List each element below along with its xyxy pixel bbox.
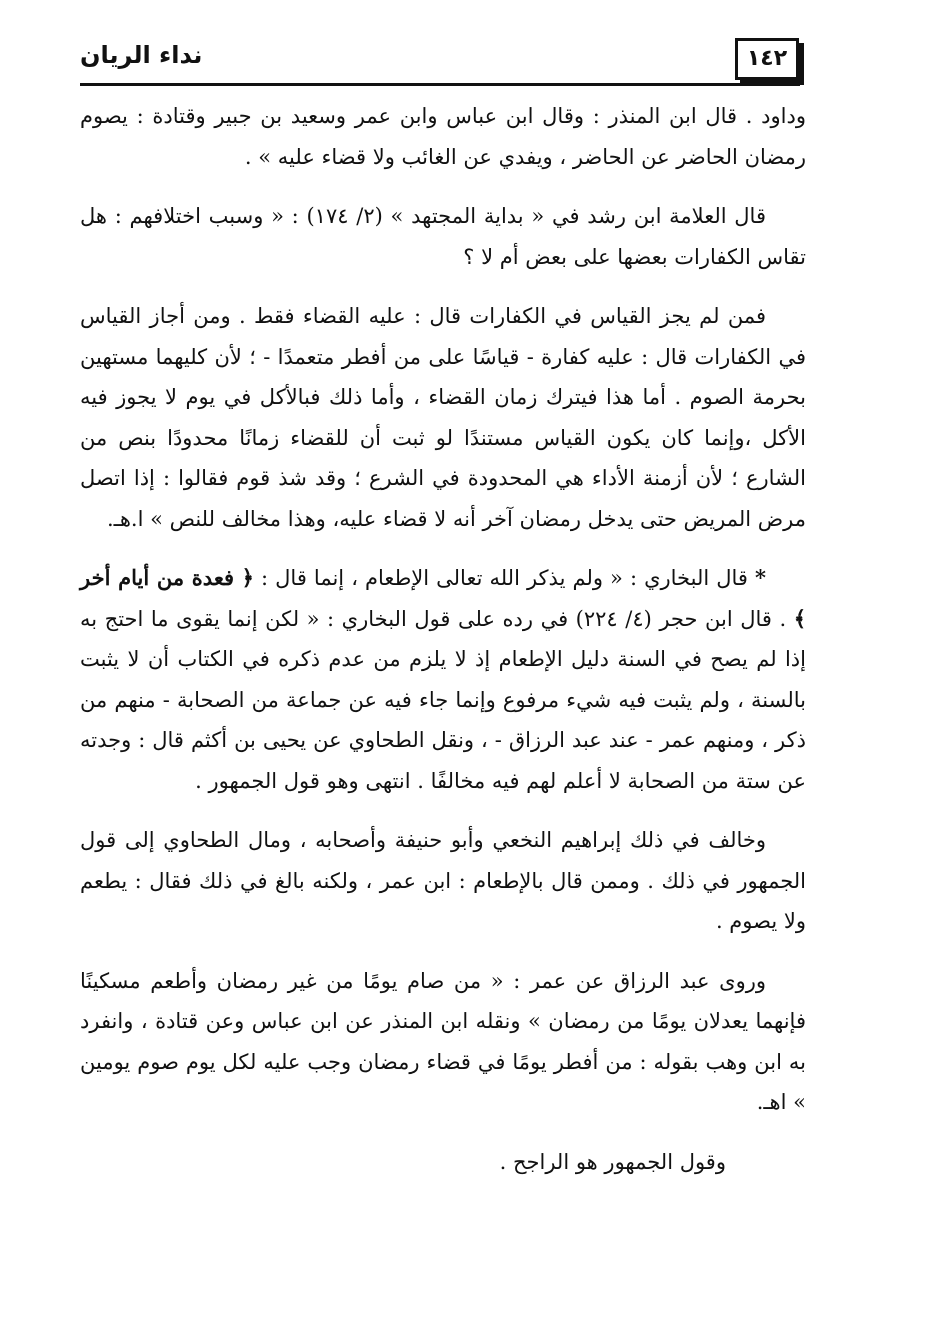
paragraph-6: وروى عبد الرزاق عن عمر : « من صام يومًا من غير رمضان وأطعم مسكينًا فإنهما يعدلان يومًا من رمضان » ونقله ابن المنذر عن ابن عباس وعن قتادة ، وانفرد به ابن وهب بقوله : من أفطر يومًا في قضاء رمضان وجب عليه لكل يوم صوم يومين » اهـ. [80, 968, 806, 1114]
paragraph-3: فمن لم يجز القياس في الكفارات قال : عليه القضاء فقط . ومن أجاز القياس في الكفارات قال : عليه كفارة - قياسًا على من أفطر متعمدًا - ؛ لأن كليهما مستهين بحرمة الصوم . أما هذا فيترك زمان القضاء ، وأما ذلك فبالأكل في يوم لا يجوز فيه الأكل ،وإنما كان يكون القياس مستندًا لو ثبت أن للقضاء زمانًا محدودًا بنص من الشارع ؛ لأن أزمنة الأداء هي المحدودة في الشرع ؛ وقد شذ قوم فقالوا : إذا اتصل مرض المريض حتى يدخل رمضان آخر أنه لا قضاء عليه، وهذا مخالف للنص » ا.هـ. [80, 304, 806, 531]
paragraph-5: وخالف في ذلك إبراهيم النخعي وأبو حنيفة وأصحابه ، ومال الطحاوي إلى قول الجمهور في ذلك . وممن قال بالإطعام : ابن عمر ، ولكنه بالغ في ذلك فقال : يطعم ولا يصوم . [80, 828, 806, 933]
running-title: نداء الريان [80, 41, 203, 69]
footnote-star-icon: * [755, 565, 766, 590]
paragraph-7: وقول الجمهور هو الراجح . [499, 1149, 726, 1174]
paragraph-4-lead: قال البخاري : « ولم يذكر الله تعالى الإطعام ، إنما قال : [261, 566, 748, 590]
paragraph-1: وداود . قال ابن المنذر : وقال ابن عباس وابن عمر وسعيد بن جبير وقتادة : يصوم رمضان الحاضر عن الحاضر ، ويفدي عن الغائب ولا قضاء عليه » . [80, 104, 806, 169]
paragraph-4 [80, 558, 806, 801]
page-number: ١٤٢ [735, 38, 799, 80]
page-body [80, 96, 806, 1182]
header-divider [80, 83, 800, 86]
quran-quote: ﴿ فعدة من أيام أخر ﴾ [80, 565, 806, 631]
paragraph-2: قال العلامة ابن رشد في « بداية المجتهد » (٢/ ١٧٤) : « وسبب اختلافهم : هل تقاس الكفارات بعضها على بعض أم لا ؟ [80, 204, 806, 269]
paragraph-4-text: . قال ابن حجر (٤/ ٢٢٤) في رده على قول البخاري : « لكن إنما يقوى ما احتج به إذا لم يصح في السنة دليل الإطعام إذ لا يلزم من عدم ذكره في الكتاب أن لا يثبت بالسنة ، ولم يثبت فيه شيء مرفوع وإنما جاء فيه عن جماعة من الصحابة - منهم من ذكر ، ومنهم عمر - عند عبد الرزاق - ، ونقل الطحاوي عن يحيى بن أكثم قال : وجدته عن ستة من الصحابة لا أعلم لهم فيه مخالفًا . انتهى وهو قول الجمهور . [80, 606, 806, 793]
